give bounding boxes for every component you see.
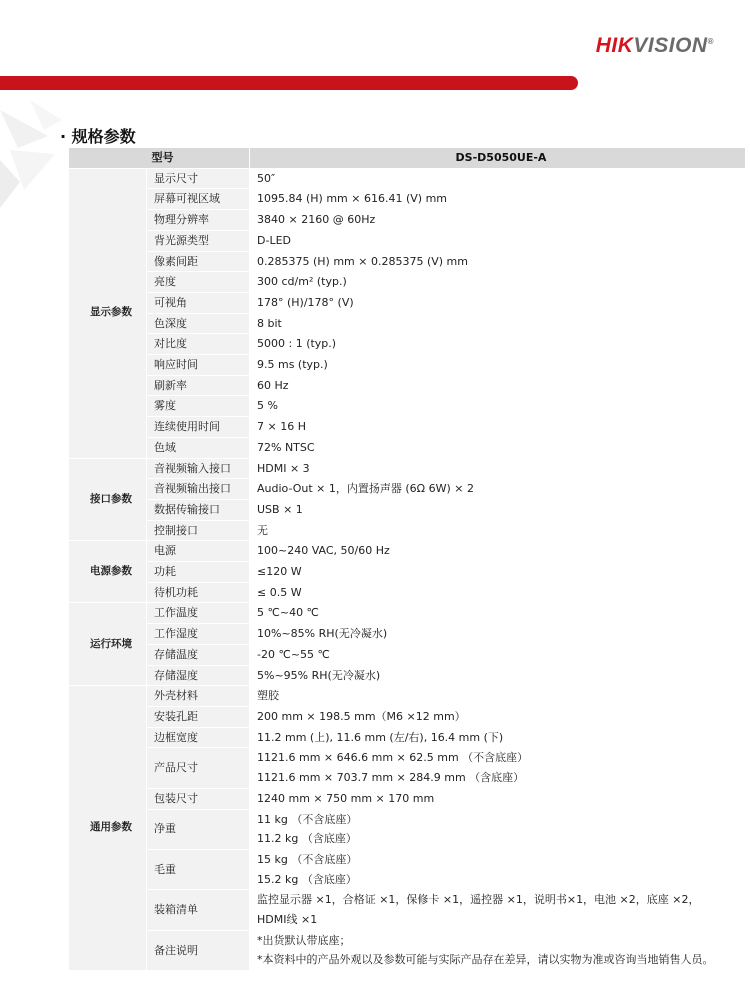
param-value-line: 塑胶 <box>257 689 279 703</box>
table-row <box>69 748 746 788</box>
table-row <box>69 520 746 541</box>
param-value <box>250 541 746 562</box>
category-cell: 电源参数 <box>69 541 147 603</box>
category-cell: 通用参数 <box>69 686 147 971</box>
param-value-line: D-LED <box>257 233 291 247</box>
param-value-line: 178° (H)/178° (V) <box>257 295 354 309</box>
hikvision-logo <box>596 34 714 58</box>
param-value <box>250 809 746 849</box>
param-value-line: 50″ <box>257 171 276 185</box>
param-value <box>250 334 746 355</box>
param-value-line: Audio-Out × 1，内置扬声器 (6Ω 6W) × 2 <box>257 482 474 496</box>
table-row <box>69 479 746 500</box>
param-value <box>250 272 746 293</box>
param-value-line: 60 Hz <box>257 378 289 392</box>
param-value-line: 1240 mm × 750 mm × 170 mm <box>257 791 435 805</box>
param-value <box>250 230 746 251</box>
param-name: 对比度 <box>147 334 250 355</box>
param-value <box>250 168 746 189</box>
header-red-bar <box>0 76 578 90</box>
param-value <box>250 849 746 889</box>
param-value-line: 0.285375 (H) mm × 0.285375 (V) mm <box>257 254 468 268</box>
param-value <box>250 251 746 272</box>
param-name: 包装尺寸 <box>147 788 250 809</box>
param-name: 产品尺寸 <box>147 748 250 788</box>
param-value-line: 3840 × 2160 @ 60Hz <box>257 213 376 227</box>
section-title: · 规格参数 <box>60 127 136 146</box>
param-name: 功耗 <box>147 562 250 583</box>
param-value <box>250 417 746 438</box>
table-row <box>69 727 746 748</box>
param-value <box>250 355 746 376</box>
param-value <box>250 890 746 930</box>
param-value-line: 5000 : 1 (typ.) <box>257 337 337 351</box>
param-value <box>250 748 746 788</box>
param-value-line: USB × 1 <box>257 502 303 516</box>
param-name: 控制接口 <box>147 520 250 541</box>
param-value <box>250 189 746 210</box>
table-row <box>69 396 746 417</box>
table-row <box>69 210 746 231</box>
param-name: 装箱清单 <box>147 890 250 930</box>
param-value-line: *出货默认带底座； <box>257 933 351 947</box>
param-value <box>250 624 746 645</box>
param-value <box>250 562 746 583</box>
table-row <box>69 890 746 930</box>
param-name: 刷新率 <box>147 375 250 396</box>
param-value-line: 5%~95% RH(无冷凝水) <box>257 668 381 682</box>
param-name: 工作湿度 <box>147 624 250 645</box>
table-row <box>69 189 746 210</box>
table-row <box>69 437 746 458</box>
param-value-line: HDMI线 ×1 <box>257 913 318 927</box>
param-value-line: 1095.84 (H) mm × 616.41 (V) mm <box>257 192 447 206</box>
param-value <box>250 788 746 809</box>
param-value <box>250 210 746 231</box>
table-row <box>69 562 746 583</box>
registered-mark: ® <box>707 37 714 46</box>
param-value <box>250 665 746 686</box>
table-row <box>69 168 746 189</box>
param-name: 色深度 <box>147 313 250 334</box>
param-value-line: 15.2 kg （含底座） <box>257 872 357 886</box>
param-name: 连续使用时间 <box>147 417 250 438</box>
param-value <box>250 582 746 603</box>
param-name: 响应时间 <box>147 355 250 376</box>
param-name: 备注说明 <box>147 930 250 970</box>
table-row <box>69 644 746 665</box>
param-name: 像素间距 <box>147 251 250 272</box>
param-name: 数据传输接口 <box>147 499 250 520</box>
param-value-line: 300 cd/m² (typ.) <box>257 275 347 289</box>
param-value <box>250 437 746 458</box>
param-value-line: 8 bit <box>257 316 282 330</box>
param-value <box>250 930 746 970</box>
table-row <box>69 849 746 889</box>
param-value <box>250 292 746 313</box>
param-value-line: 100~240 VAC, 50/60 Hz <box>257 544 390 558</box>
param-value-line: 5 % <box>257 399 278 413</box>
param-value-line: 监控显示器 ×1，合格证 ×1，保修卡 ×1，遥控器 ×1，说明书×1，电池 ×2，底座 ×2， <box>257 893 700 907</box>
param-value-line: 9.5 ms (typ.) <box>257 358 328 372</box>
param-value-line: 5 ℃~40 ℃ <box>257 606 319 620</box>
table-row <box>69 788 746 809</box>
param-name: 音视频输入接口 <box>147 458 250 479</box>
param-value <box>250 458 746 479</box>
param-name: 存储湿度 <box>147 665 250 686</box>
param-value <box>250 603 746 624</box>
param-name: 边框宽度 <box>147 727 250 748</box>
param-name: 物理分辨率 <box>147 210 250 231</box>
param-value <box>250 375 746 396</box>
table-row <box>69 665 746 686</box>
param-value <box>250 479 746 500</box>
param-name: 工作温度 <box>147 603 250 624</box>
param-value <box>250 396 746 417</box>
param-name: 待机功耗 <box>147 582 250 603</box>
logo-red-text: HIK <box>595 34 634 57</box>
param-value-line: 15 kg （不含底座） <box>257 852 358 866</box>
table-row <box>69 809 746 849</box>
param-name: 雾度 <box>147 396 250 417</box>
param-name: 毛重 <box>147 849 250 889</box>
table-row <box>69 541 746 562</box>
param-value-line: HDMI × 3 <box>257 461 310 475</box>
param-value <box>250 706 746 727</box>
header-model: DS-D5050UE-A <box>250 148 746 169</box>
category-cell: 显示参数 <box>69 168 147 458</box>
param-name: 存储温度 <box>147 644 250 665</box>
table-header-row <box>69 148 746 169</box>
param-name: 色域 <box>147 437 250 458</box>
table-row <box>69 272 746 293</box>
table-row <box>69 292 746 313</box>
param-value-line: *本资料中的产品外观以及参数可能与实际产品存在差异，请以实物为准或咨询当地销售人员。 <box>257 953 714 967</box>
param-name: 净重 <box>147 809 250 849</box>
table-row <box>69 230 746 251</box>
param-value-line: 72% NTSC <box>257 440 315 454</box>
param-name: 可视角 <box>147 292 250 313</box>
table-row <box>69 686 746 707</box>
param-value <box>250 686 746 707</box>
spec-table <box>68 147 746 971</box>
param-value <box>250 499 746 520</box>
table-row <box>69 706 746 727</box>
param-name: 外壳材料 <box>147 686 250 707</box>
param-name: 电源 <box>147 541 250 562</box>
param-value-line: 无 <box>257 523 268 537</box>
param-name: 屏幕可视区域 <box>147 189 250 210</box>
param-name: 安装孔距 <box>147 706 250 727</box>
param-name: 亮度 <box>147 272 250 293</box>
param-value-line: 11.2 mm (上), 11.6 mm (左/右), 16.4 mm (下) <box>257 730 504 744</box>
param-value-line: 11.2 kg （含底座） <box>257 832 357 846</box>
table-row <box>69 313 746 334</box>
param-value-line: 200 mm × 198.5 mm（M6 ×12 mm） <box>257 709 466 723</box>
param-value-line: 1121.6 mm × 703.7 mm × 284.9 mm （含底座） <box>257 771 525 785</box>
param-name: 背光源类型 <box>147 230 250 251</box>
logo-gray-text: VISION <box>633 34 708 57</box>
param-value-line: ≤ 0.5 W <box>257 585 302 599</box>
table-row <box>69 458 746 479</box>
param-value <box>250 644 746 665</box>
param-value-line: 11 kg （不含底座） <box>257 812 358 826</box>
table-row <box>69 251 746 272</box>
table-row <box>69 582 746 603</box>
table-row <box>69 930 746 970</box>
table-row <box>69 417 746 438</box>
param-value-line: -20 ℃~55 ℃ <box>257 647 330 661</box>
param-value-line: ≤120 W <box>257 565 302 579</box>
category-cell: 运行环境 <box>69 603 147 686</box>
param-value <box>250 520 746 541</box>
table-row <box>69 355 746 376</box>
param-value <box>250 727 746 748</box>
table-row <box>69 603 746 624</box>
table-row <box>69 624 746 645</box>
param-value <box>250 313 746 334</box>
param-value-line: 7 × 16 H <box>257 420 306 434</box>
category-cell: 接口参数 <box>69 458 147 541</box>
param-name: 音视频输出接口 <box>147 479 250 500</box>
param-value-line: 1121.6 mm × 646.6 mm × 62.5 mm （不含底座） <box>257 751 529 765</box>
param-value-line: 10%~85% RH(无冷凝水) <box>257 627 388 641</box>
table-row <box>69 375 746 396</box>
spec-table-body <box>69 148 746 971</box>
table-row <box>69 334 746 355</box>
header-label: 型号 <box>69 148 250 169</box>
param-name: 显示尺寸 <box>147 168 250 189</box>
table-row <box>69 499 746 520</box>
